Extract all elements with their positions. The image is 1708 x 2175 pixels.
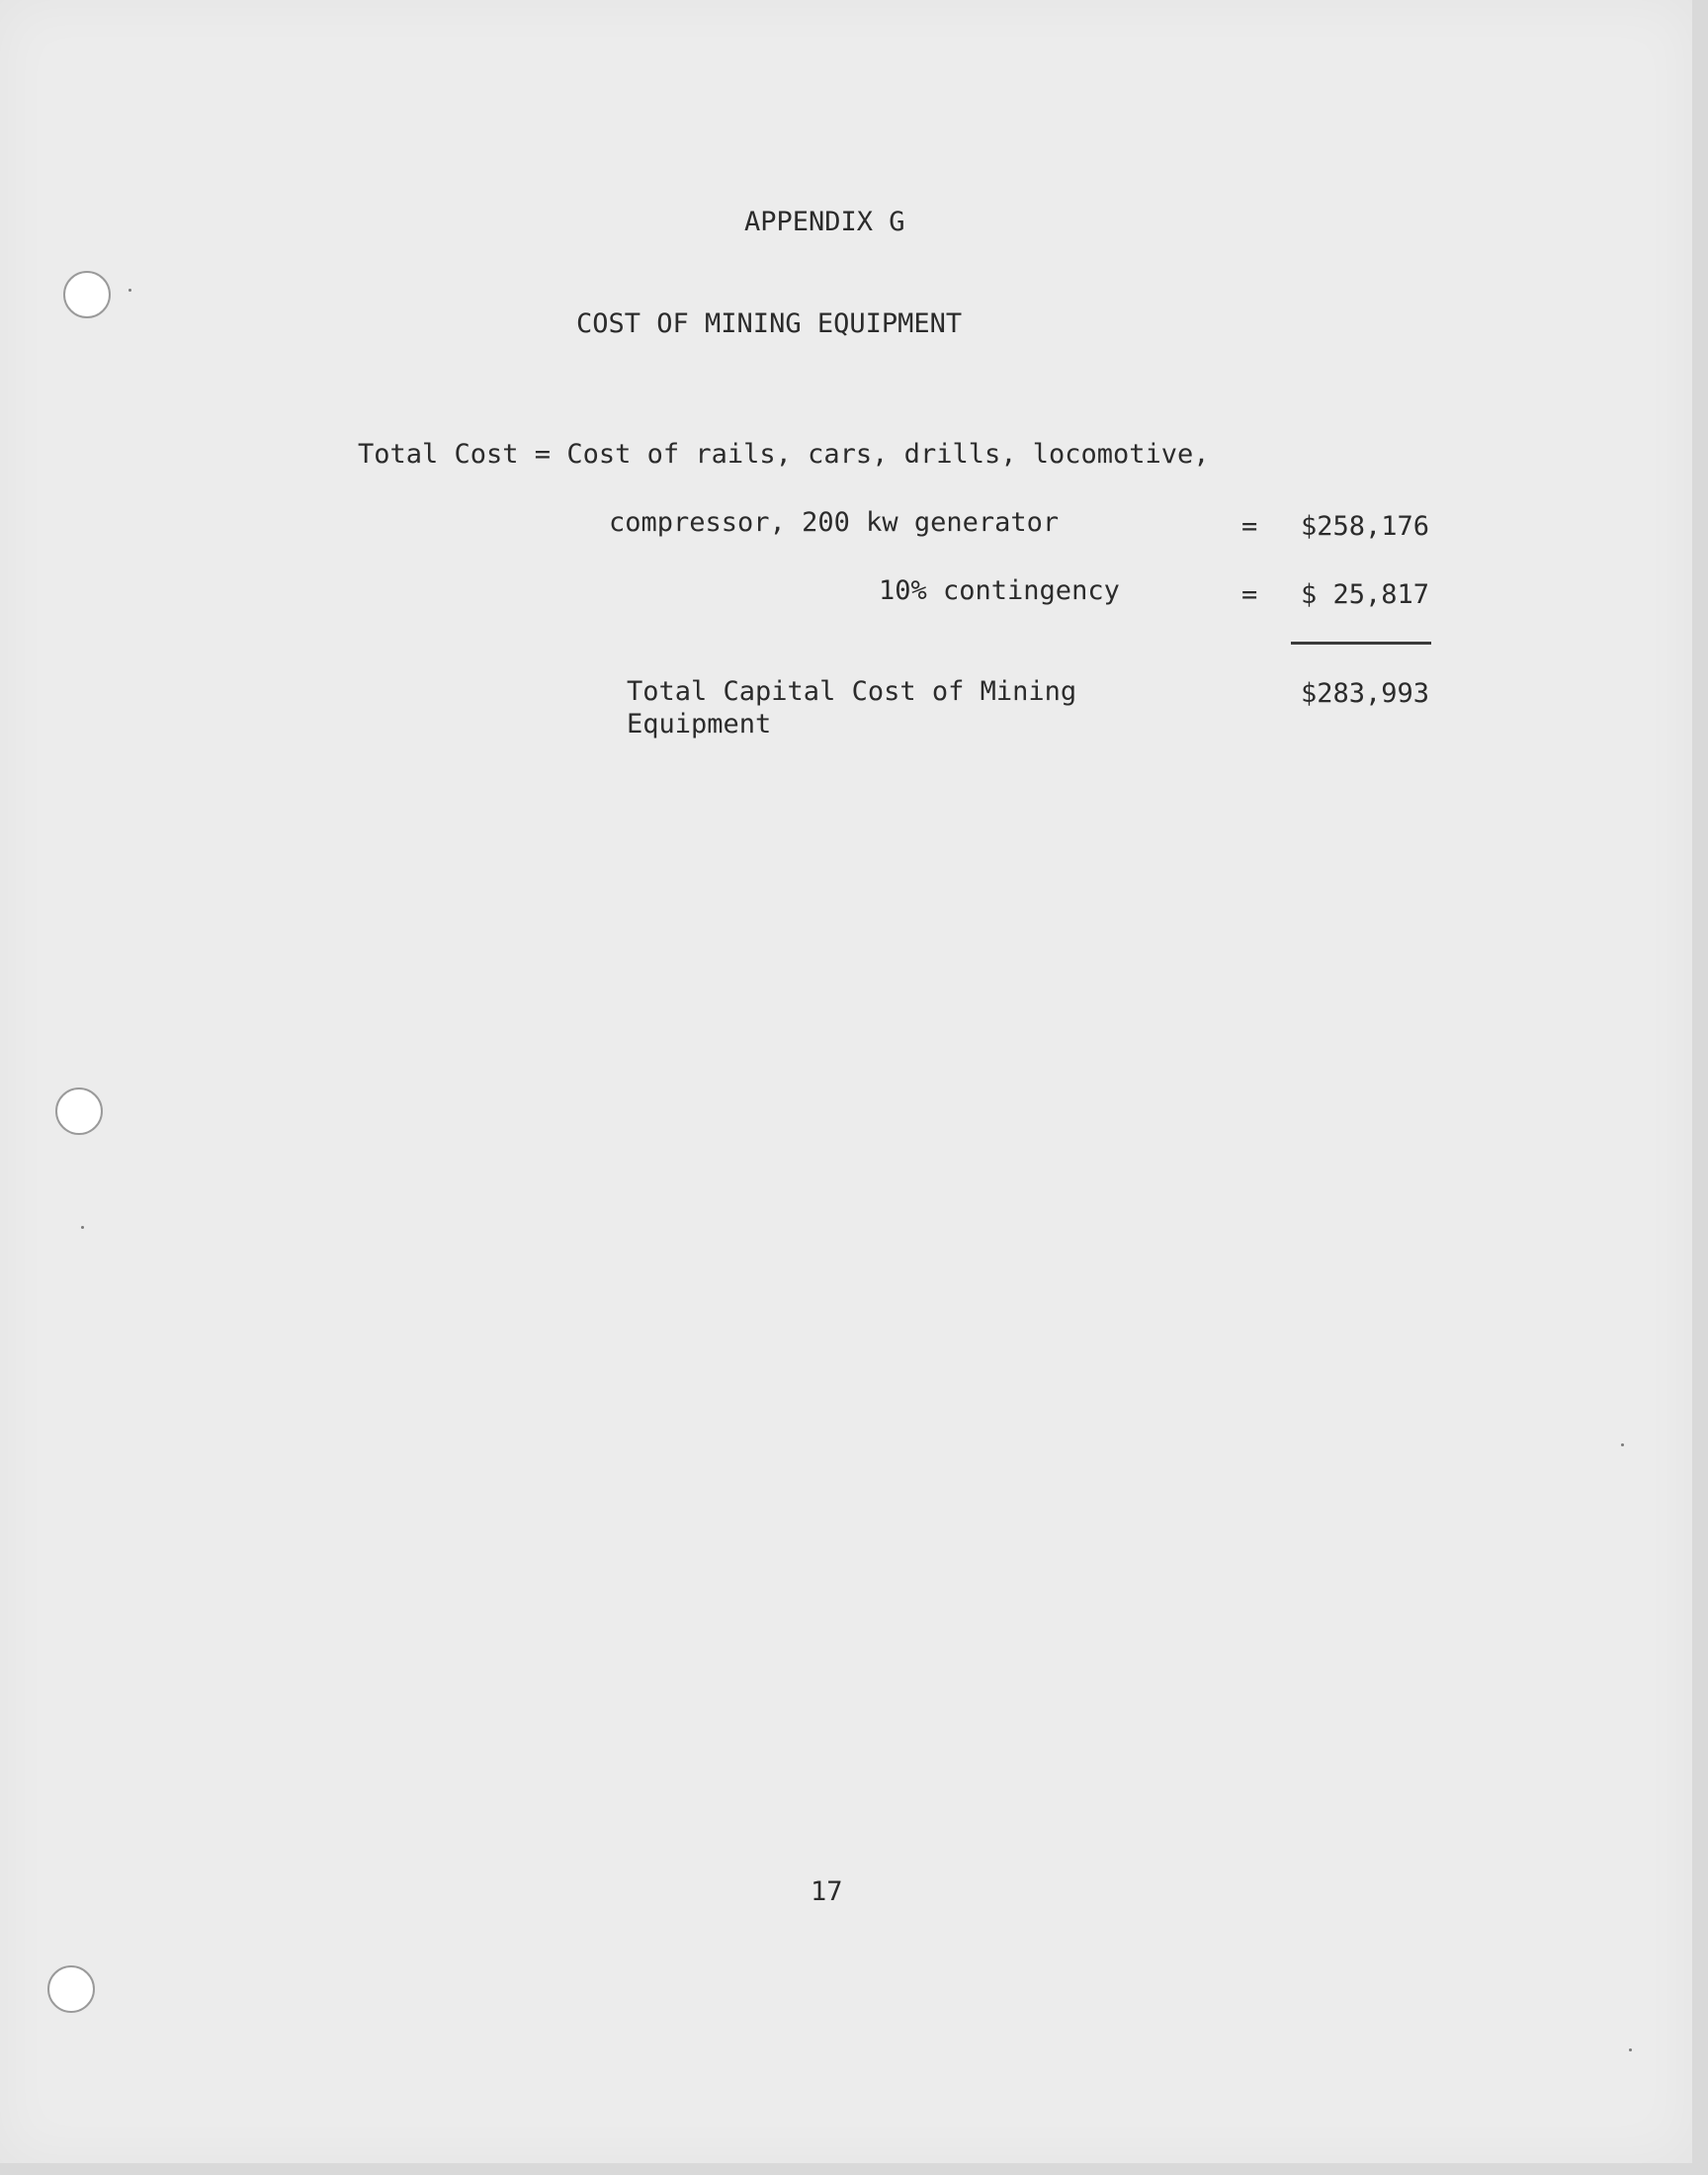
sum-underline [1291, 642, 1431, 645]
equals-sign-equipment: = [1241, 511, 1258, 542]
page-number: 17 [811, 1876, 843, 1907]
contingency-amount: $ 25,817 [1300, 579, 1429, 610]
scan-speck [1629, 2048, 1632, 2051]
document-title: COST OF MINING EQUIPMENT [576, 308, 963, 339]
total-capital-cost-label: Total Capital Cost of Mining Equipment [627, 676, 1077, 740]
total-capital-cost-amount: $283,993 [1300, 678, 1429, 709]
scan-speck [128, 289, 131, 292]
equals-sign-contingency: = [1241, 579, 1258, 610]
contingency-label: 10% contingency [879, 575, 1120, 606]
equation-lead-line: Total Cost = Cost of rails, cars, drills, locomotive, [358, 439, 1210, 470]
binder-hole-bottom [47, 1965, 95, 2013]
equation-continuation-line: compressor, 200 kw generator [609, 507, 1060, 538]
binder-hole-middle [55, 1088, 103, 1135]
scan-speck [81, 1226, 84, 1229]
equipment-amount: $258,176 [1300, 511, 1429, 542]
binder-hole-top [63, 271, 111, 318]
appendix-title: APPENDIX G [744, 207, 905, 237]
scan-speck [1621, 1443, 1624, 1446]
